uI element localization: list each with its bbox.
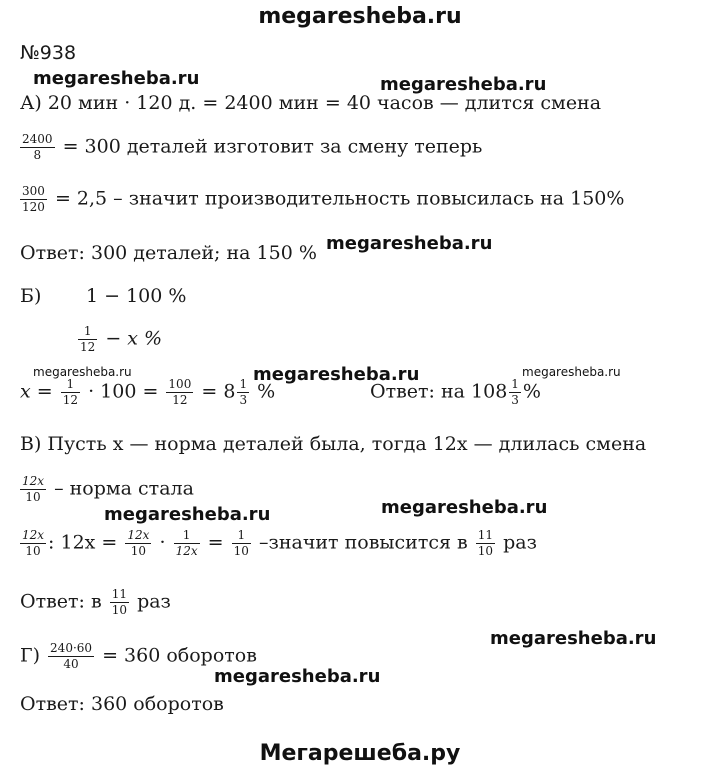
- watermark: megaresheba.ru: [381, 497, 548, 518]
- fraction: $\frac{2400}{8}$: [22, 132, 53, 162]
- watermark: megaresheba.ru: [522, 365, 621, 379]
- part-d-line: Г) $\frac{240\cdot 60}{40}$ = 360 оборотов: [20, 641, 257, 671]
- footer-title: Мегарешеба.ру: [259, 741, 461, 766]
- watermark: megaresheba.ru: [33, 68, 200, 89]
- fraction: $\frac{300}{120}$: [22, 184, 45, 214]
- part-c-answer: Ответ: в $\frac{11}{10}$ раз: [20, 587, 171, 617]
- fraction: $\frac{1}{3}$: [239, 377, 248, 407]
- part-b-row1: 1 − 100 %: [86, 285, 187, 307]
- fraction: $\frac{100}{12}$: [168, 377, 192, 407]
- part-a-line3: $\frac{300}{120}$ = 2,5 – значит производительность повысилась на 150%: [22, 184, 625, 214]
- watermark: megaresheba.ru: [33, 365, 132, 379]
- watermark: megaresheba.ru: [380, 74, 547, 95]
- watermark: megaresheba.ru: [214, 666, 381, 687]
- watermark: megaresheba.ru: [490, 628, 657, 649]
- part-c-line3: $\frac{12x}{10}$ : 12x = $\frac{12x}{10}$ · $\frac{1}{12x}$ = $\frac{1}{10}$ –значит повысится в $\frac{11}{10}$ раз: [22, 528, 537, 558]
- fraction: $\frac{1}{12}$: [62, 377, 79, 407]
- fraction: $\frac{1}{12x}$: [175, 528, 198, 558]
- part-a-answer: Ответ: 300 деталей; на 150 %: [20, 242, 317, 264]
- part-b-row2: $\frac{1}{12}$ − x %: [80, 324, 163, 354]
- part-c-line2: $\frac{12x}{10}$ – норма стала: [22, 474, 194, 504]
- part-a-line2: $\frac{2400}{8}$ = 300 деталей изготовит за смену теперь: [22, 132, 483, 162]
- fraction: $\frac{12x}{10}$: [22, 528, 45, 558]
- fraction: $\frac{12x}{10}$: [22, 474, 45, 504]
- watermark: megaresheba.ru: [104, 504, 271, 525]
- fraction: $\frac{11}{10}$: [111, 587, 128, 617]
- part-b-calc: x = $\frac{1}{12}$ · 100 = $\frac{100}{12}$ = 8 $\frac{1}{3}$ %: [20, 377, 276, 407]
- fraction: $\frac{1}{10}$: [233, 528, 249, 558]
- fraction: $\frac{1}{12}$: [80, 324, 96, 354]
- watermark: megaresheba.ru: [326, 233, 493, 254]
- fraction: $\frac{240\cdot 60}{40}$: [50, 641, 93, 671]
- part-b-label: Б): [20, 285, 42, 307]
- problem-number: №938: [20, 42, 77, 64]
- fraction: $\frac{1}{3}$: [511, 377, 519, 407]
- site-title: megaresheba.ru: [258, 4, 462, 29]
- fraction: $\frac{12x}{10}$: [127, 528, 150, 558]
- fraction: $\frac{11}{10}$: [477, 528, 494, 558]
- part-d-answer: Ответ: 360 оборотов: [20, 693, 224, 715]
- watermark: megaresheba.ru: [253, 364, 420, 385]
- part-a-line1: А) 20 мин · 120 д. = 2400 мин = 40 часов — длится смена: [20, 92, 602, 114]
- part-c-line1: В) Пусть x — норма деталей была, тогда 12x — длилась смена: [20, 433, 647, 455]
- part-b-answer: Ответ: на 108 $\frac{1}{3}$ %: [370, 377, 541, 407]
